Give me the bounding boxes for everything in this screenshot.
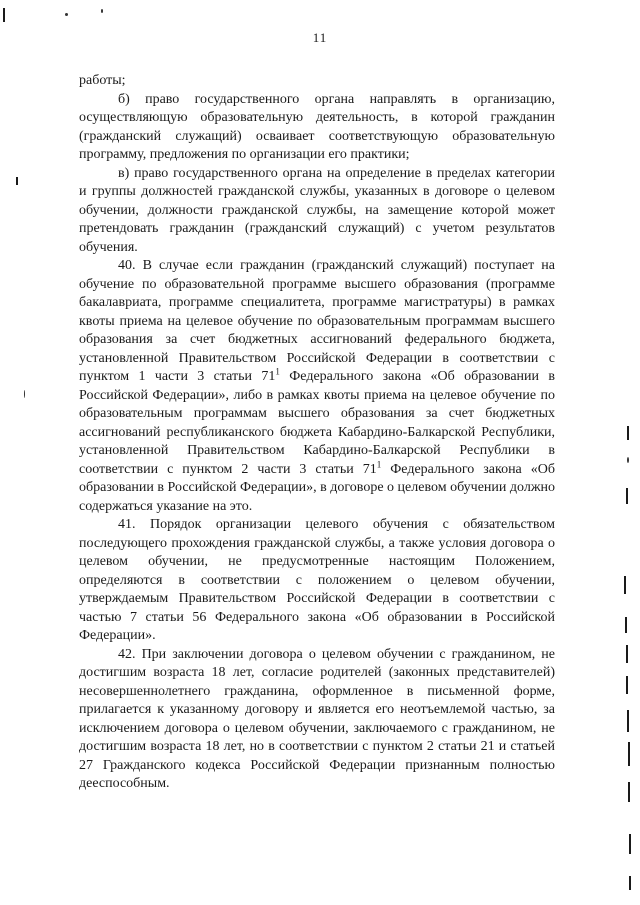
scan-mark-right bbox=[627, 426, 629, 440]
scan-mark-right bbox=[628, 742, 630, 766]
scan-speck bbox=[101, 9, 103, 13]
paragraph-item-v: в) право государственного органа на определение в пределах категории и группы должностей гражданской службы, указанных в договоре о целевом обучении, должности гражданской службы, на замещение которой может претендовать гражданин (гражданский служащий) с учетом результатов обучения. bbox=[79, 165, 555, 255]
superscript-1: 1 bbox=[275, 366, 280, 377]
scan-mark-right bbox=[629, 876, 631, 890]
scan-speck bbox=[627, 457, 629, 463]
paragraph-40-part-a: 40. В случае если гражданин (гражданский служащий) поступает на обучение по образовательной программе высшего образования (программе бакалавриата, программе специалитета, программе магистратуры) в рамках квоты приема на целевое обучение по образовательным программам высшего образования за счет бюджетных ассигнований федерального бюджета, установленной Правительством Российской Федерации в соответствии с пунктом 1 части 3 статьи 71 bbox=[79, 258, 555, 384]
paragraph-41: 41. Порядок организации целевого обучения с обязательством последующего прохождения гражданской службы, а также условия договора о целевом обучении, не предусмотренные настоящим Положением, определяются в соответствии с положением о целевом обучении, утверждаемым Правительством Российской Федерации в соответствии с частью 7 статьи 56 Федерального закона «Об образовании в Российской Федерации». bbox=[79, 517, 555, 643]
scan-mark-left bbox=[16, 177, 18, 185]
scan-mark-right bbox=[628, 782, 630, 802]
scan-mark-right bbox=[626, 676, 628, 694]
paragraph-40 bbox=[79, 257, 555, 516]
scan-mark-right bbox=[629, 834, 631, 854]
scan-speck bbox=[65, 13, 68, 16]
scan-mark-right bbox=[625, 617, 627, 633]
paragraph-42: 42. При заключении договора о целевом обучении с гражданином, не достигшим возраста 18 лет, согласие родителей (законных представителей) несовершеннолетнего гражданина, оформленное в письменной форме, прилагается к указанному договору и является его неотъемлемой частью, за исключением договора о целевом обучении, заключаемого с гражданином, не достигшим возраста 18 лет, но в соответствии с пунктом 2 статьи 21 и статьей 27 Гражданского кодекса Российской Федерации признанным полностью дееспособным. bbox=[79, 646, 555, 791]
document-body bbox=[79, 72, 555, 794]
paragraph-item-b: б) право государственного органа направлять в организацию, осуществляющую образовательную деятельность, в которой гражданин (гражданский служащий) осваивает соответствующую образовательную программу, предложения по организации его практики; bbox=[79, 91, 555, 162]
scan-speck bbox=[24, 390, 25, 398]
scan-mark-top-left bbox=[3, 8, 5, 22]
paragraph-40-part-c: Федерального закона «Об образовании в Российской Федерации», в договоре о целевом обучении должно содержаться указание на это. bbox=[79, 461, 555, 514]
superscript-2: 1 bbox=[376, 458, 382, 469]
paragraph-continuation: работы; bbox=[79, 73, 126, 88]
scan-mark-right bbox=[626, 645, 628, 663]
scan-mark-right bbox=[626, 488, 628, 504]
scan-mark-right bbox=[624, 576, 626, 594]
scan-mark-right bbox=[627, 710, 629, 732]
paragraph-40-part-b: Федерального закона «Об образовании в Российской Федерации», либо в рамках квоты приема на целевое обучение по образовательным программам высшего образования за счет бюджетных ассигнований республиканского бюджета Кабардино-Балкарской Республики, установленной Правительством Кабардино-Балкарской Республики в соответствии с пунктом 2 части 3 статьи 71 bbox=[79, 369, 555, 477]
page-number: 11 bbox=[312, 30, 328, 45]
